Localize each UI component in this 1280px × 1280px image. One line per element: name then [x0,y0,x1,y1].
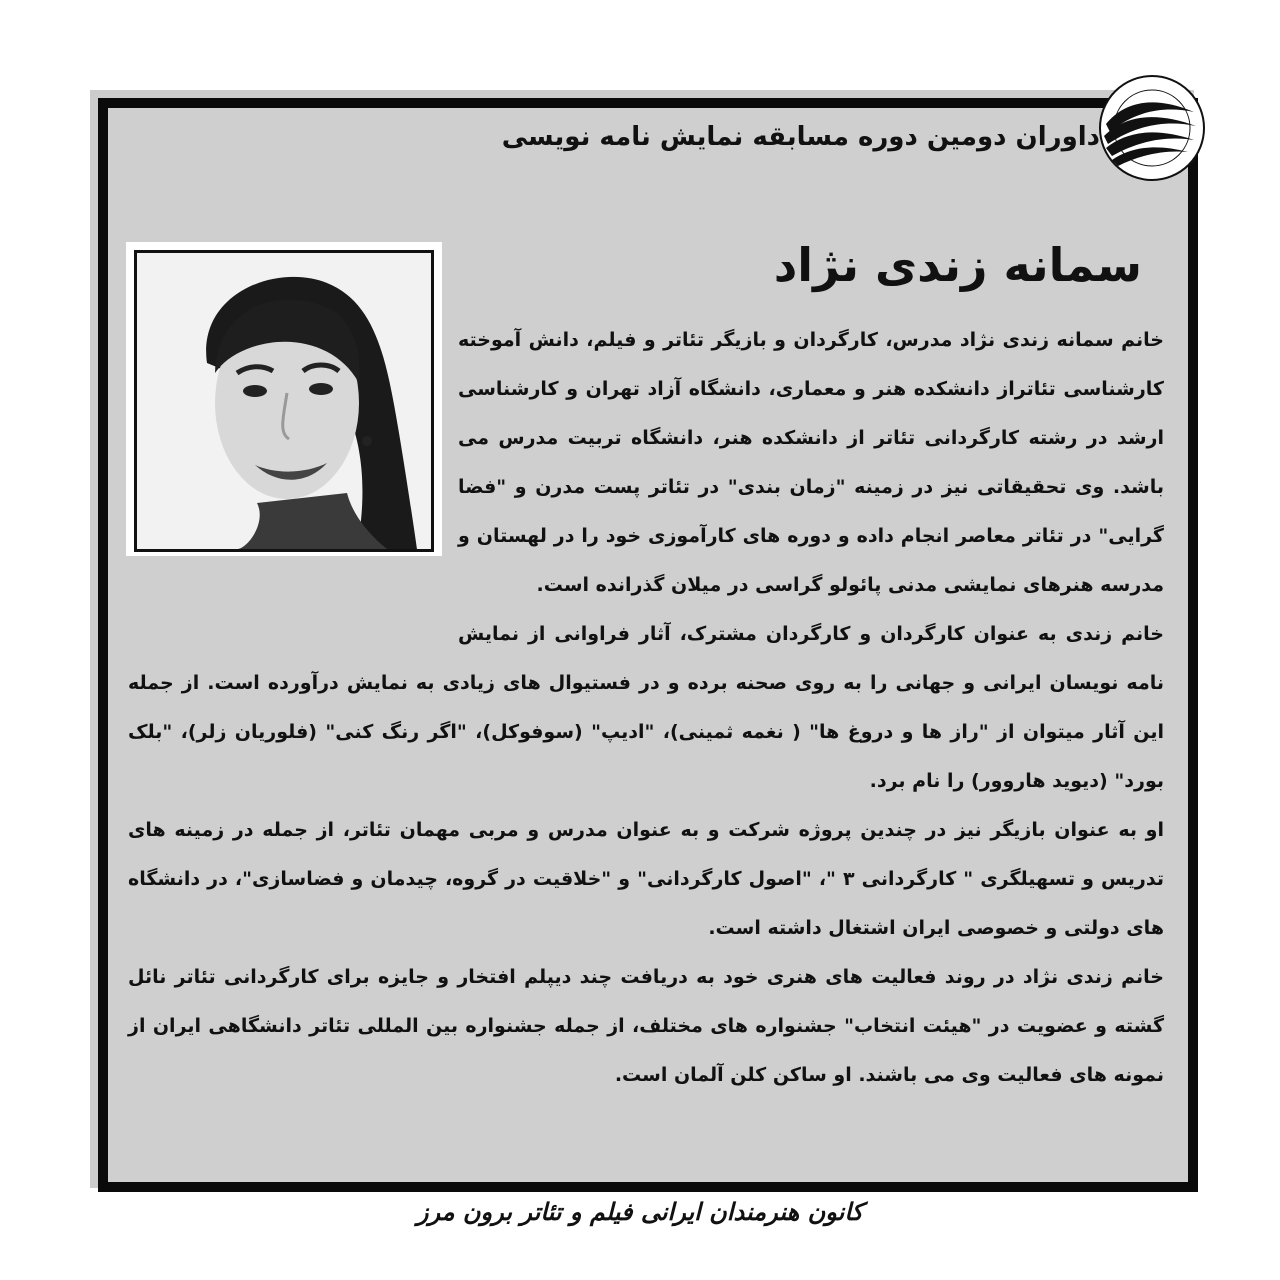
page-title: داوران دومین دوره مسابقه نمایش نامه نویسی [501,122,1100,152]
bio-paragraph: او به عنوان بازیگر نیز در چندین پروژه شرکت و به عنوان مدرس و مربی مهمان تئاتر، از جمله در زمینه های تدریس و تسهیلگری " کارگردانی ۳ "، "اصول کارگردانی" و "خلاقیت در گروه، چیدمان و فضاسازی"، در دانشگاه های دولتی و خصوصی ایران اشتغال داشته است. [128,819,1164,939]
footer-organization: کانون هنرمندان ایرانی فیلم و تئاتر برون مرز [416,1198,864,1226]
photo-spacer [128,316,458,612]
bio-paragraph: خانم زندی به عنوان کارگردان و کارگردان مشترک، آثار فراوانی از نمایش نامه نویسان ایرانی و جهانی را به روی صحنه برده و در فستیوال های زیادی به نمایش درآورده است. از جمله این آثار میتوان از "راز ها و دروغ ها" ( نغمه ثمینی)، "ادیپ" (سوفوکل)، "اگر رنگ کنی" (فلوریان زلر)، "بلک بورد" (دیوید هاروور) را نام برد. [128,623,1164,792]
bio-paragraph: خانم زندی نژاد در روند فعالیت های هنری خود به دریافت چند دیپلم افتخار و جایزه برای کارگردانی تئاتر نائل گشته و عضویت در "هیئت انتخاب" جشنواره های مختلف، از جمله جشنواره بین المللی تئاتر دانشگاهی ایران از نمونه های فعالیت وی می باشند. او ساکن کلن آلمان است. [128,966,1164,1086]
bio-paragraph: خانم سمانه زندی نژاد مدرس، کارگردان و بازیگر تئاتر و فیلم، دانش آموخته کارشناسی تئاتراز دانشکده هنر و معماری، دانشگاه آزاد تهران و کارشناسی ارشد در رشته کارگردانی تئاتر از دانشکده هنر، دانشگاه تربیت مدرس می باشد. وی تحقیقاتی نیز در زمینه "زمان بندی" در تئاتر پست مدرن و "فضا گرایی" در تئاتر معاصر انجام داده و دوره های کارآموزی خود را در لهستان و مدرسه هنرهای نمایشی مدنی پائولو گراسی در میلان گذرانده است. [458,329,1164,596]
biography-text [128,316,1164,1086]
waves-emblem-icon [1096,72,1208,184]
person-name: سمانه زندی نژاد [773,238,1142,292]
